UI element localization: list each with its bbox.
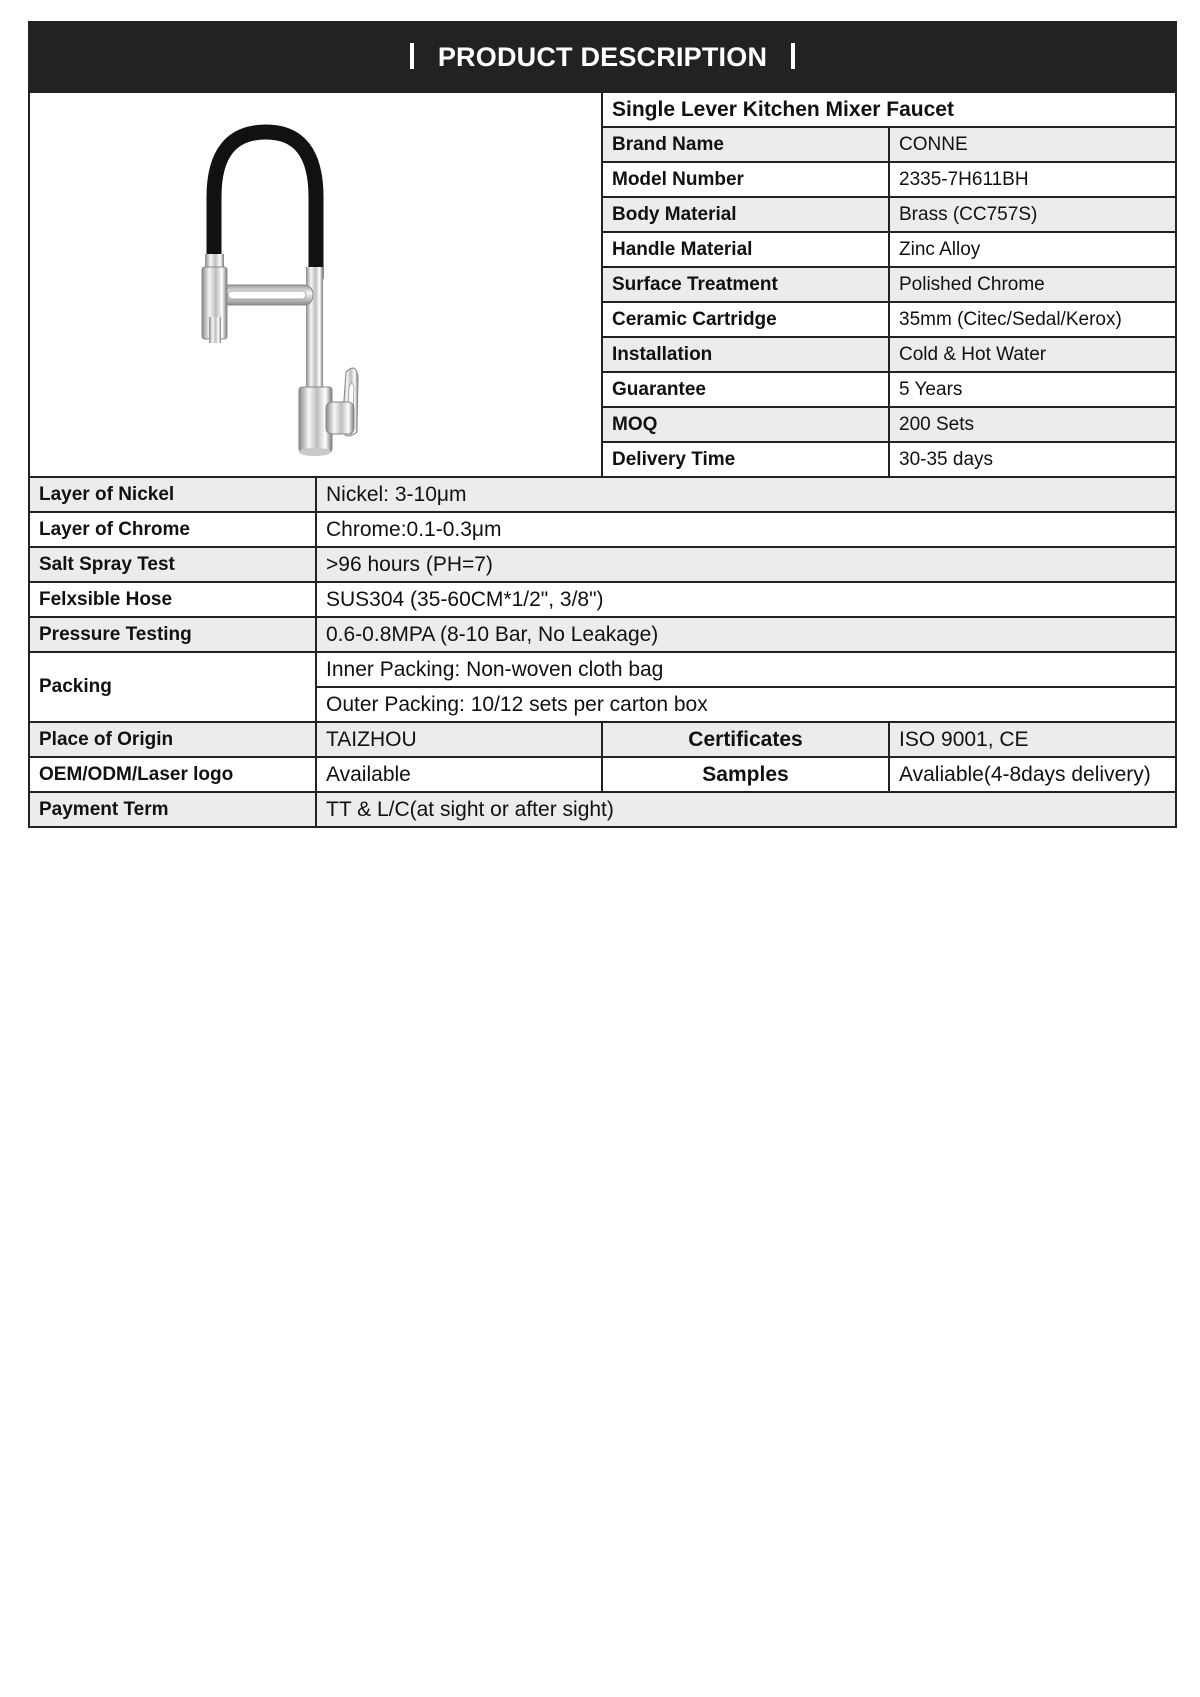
product-table [28,21,1177,828]
header-bar-left [410,43,414,69]
spec-label: Delivery Time [602,442,889,477]
detail-label: Layer of Nickel [29,477,316,512]
spec-value: 35mm (Citec/Sedal/Kerox) [889,302,1176,337]
packing-outer: Outer Packing: 10/12 sets per carton box [316,687,1176,722]
spec-label: Handle Material [602,232,889,267]
spec-label: Ceramic Cartridge [602,302,889,337]
oem-value: Available [316,757,602,792]
detail-label: Pressure Testing [29,617,316,652]
spec-value: 200 Sets [889,407,1176,442]
detail-label: Felxsible Hose [29,582,316,617]
spec-label: Installation [602,337,889,372]
payment-value: TT & L/C(at sight or after sight) [316,792,1176,827]
spec-value: Zinc Alloy [889,232,1176,267]
certificates-label: Certificates [602,722,889,757]
spec-value: 30-35 days [889,442,1176,477]
spec-value: Cold & Hot Water [889,337,1176,372]
detail-label: Salt Spray Test [29,547,316,582]
spec-value: CONNE [889,127,1176,162]
oem-label: OEM/ODM/Laser logo [29,757,316,792]
payment-label: Payment Term [29,792,316,827]
detail-value: Chrome:0.1-0.3μm [316,512,1176,547]
header-banner [29,22,1176,92]
detail-value: Nickel: 3-10μm [316,477,1176,512]
product-image-cell [29,92,602,477]
spec-label: MOQ [602,407,889,442]
packing-inner: Inner Packing: Non-woven cloth bag [316,652,1176,687]
spec-value: Polished Chrome [889,267,1176,302]
detail-label: Layer of Chrome [29,512,316,547]
spec-label: Surface Treatment [602,267,889,302]
spec-value: 2335-7H611BH [889,162,1176,197]
packing-label: Packing [29,652,316,722]
certificates-value: ISO 9001, CE [889,722,1176,757]
page-title: PRODUCT DESCRIPTION [437,41,768,72]
spec-value: 5 Years [889,372,1176,407]
detail-value: SUS304 (35-60CM*1/2", 3/8") [316,582,1176,617]
product-sheet [28,21,1175,828]
spec-label: Model Number [602,162,889,197]
spec-label: Brand Name [602,127,889,162]
spec-label: Body Material [602,197,889,232]
samples-label: Samples [602,757,889,792]
origin-value: TAIZHOU [316,722,602,757]
kitchen-faucet-image [166,102,466,462]
product-title: Single Lever Kitchen Mixer Faucet [602,92,1176,127]
detail-value: >96 hours (PH=7) [316,547,1176,582]
spec-label: Guarantee [602,372,889,407]
origin-label: Place of Origin [29,722,316,757]
header-bar-right [791,43,795,69]
spec-value: Brass (CC757S) [889,197,1176,232]
detail-value: 0.6-0.8MPA (8-10 Bar, No Leakage) [316,617,1176,652]
samples-value: Avaliable(4-8days delivery) [889,757,1176,792]
